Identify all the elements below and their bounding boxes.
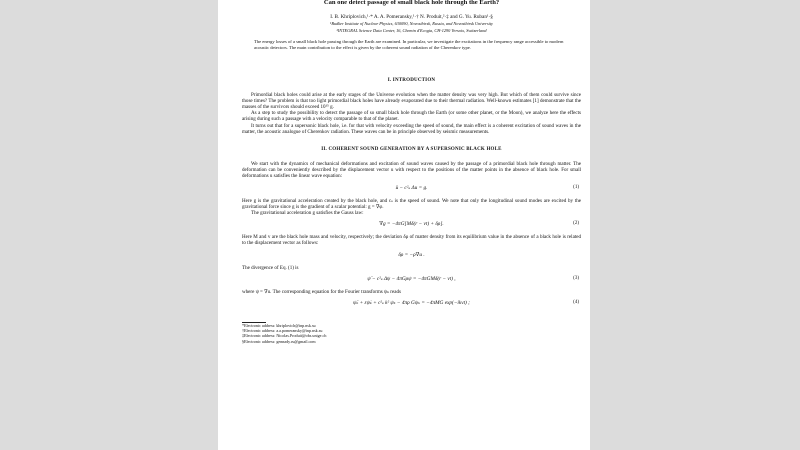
section2-paragraph-4: Here M and v are the black hole mass and velocity, respectively; the deviation δρ of matter density from its equilibrium value in the absence of a black hole is related to the displacement vector as follows: — [242, 234, 581, 247]
author-list: I. B. Khriplovich,¹·* A. A. Pomeransky,¹·† N. Produit,²·‡ and G. Yu. Ruban¹·§ — [330, 14, 493, 20]
equation-3-body: ψ̈ − c²ₛ Δψ − 4πGρψ = −4πGMδ(r − vt) , — [367, 275, 456, 282]
footnote-3: ‡Electronic address: Nicolas.Produit@obs.unige.ch — [242, 333, 327, 339]
footnote-4: §Electronic address: gennady.ru@gmail.com — [242, 338, 316, 344]
equation-4-body: ψ̈ₖ + εψ̇ₖ + c²ₛ k² ψₖ − 4πρ Gψₖ = −4πMG exp(−ikvt) ; — [353, 300, 470, 307]
equation-2-body: ∇g = −4πG[Mδ(r − vt) + δρ]. — [379, 221, 444, 228]
page-content — [242, 0, 581, 344]
equation-3 — [242, 274, 581, 286]
equation-3-number: (3) — [573, 275, 579, 281]
section2-paragraph-5: The divergence of Eq. (1) is — [242, 264, 299, 271]
section-heading-introduction: I. INTRODUCTION — [387, 77, 436, 83]
affiliation-2: ²INTEGRAL Science Data Center, 16, Chemin d'Ecogia, CH-1290 Versoix, Switzerland — [336, 27, 487, 33]
paper-page — [218, 0, 590, 450]
affiliation-1: ¹Budker Institute of Nuclear Physics, 630090, Novosibirsk, Russia, and Novosibirsk University — [330, 21, 493, 26]
equation-1-body: ü − c²ₛ Δu = g. — [395, 184, 428, 191]
equation-4-number: (4) — [573, 300, 579, 306]
footnote-2: †Electronic address: a.a.pomeransky@inp.nsk.su — [242, 328, 323, 334]
section-heading-sound-generation: II. COHERENT SOUND GENERATION BY A SUPERSONIC BLACK HOLE — [321, 147, 502, 153]
section2-paragraph-1: We start with the dynamics of mechanical deformations and excitation of sound waves caused by the passage of a primordial black hole through matter. The deformation can be conveniently described by the displacement vector u with respect to the positions of the matter points in the absence of black hole. For small deformations u satisfies the linear wave equation: — [242, 161, 581, 180]
equation-2-number: (2) — [573, 221, 579, 227]
paper-title: Can one detect passage of small black hole through the Earth? — [323, 0, 500, 6]
section2-paragraph-3: The gravitational acceleration g satisfies the Gauss law: — [251, 210, 364, 217]
footnote-1: *Electronic address: khriplovich@inp.nsk.su — [242, 323, 316, 329]
section2-paragraph-6: where ψ = ∇u. The corresponding equation for the Fourier transforms ψₖ reads — [242, 288, 401, 295]
intro-paragraph-2: As a step to study the possibility to detect the passage of so small black hole through the Earth (or some other planet, or the Moon), we analyze here the effects arising during such a passage with a velocity comparable to that of the planet. — [242, 110, 581, 123]
equation-density-body: δρ = −ρ∇u . — [398, 251, 425, 258]
equation-1 — [242, 183, 581, 195]
equation-2 — [242, 219, 581, 231]
section2-paragraph-2: Here g is the gravitational acceleration created by the black hole, and cₛ is the speed of sound. We note that only the longitudinal sound modes are excited by the gravitational force since g is the gradient of a scalar potential: g = ∇φ. — [242, 197, 581, 210]
abstract: The energy losses of a small black hole passing through the Earth are examined. In particular, we investigate the excitations in the frequency range accessible to modern acoustic detectors. The main contribution to the effect is given by the coherent sound radiation of the Cherenkov type. — [254, 39, 564, 51]
equation-density — [242, 250, 581, 262]
intro-paragraph-3: It turns out that for a supersonic black hole, i.e. for that with velocity exceeding the speed of sound, the main effect is a coherent excitation of sound waves in the matter, the acoustic analogue of Cherenkov radiation. These waves can be in principle observed by seismic measurements. — [242, 122, 581, 135]
equation-1-number: (1) — [573, 184, 579, 190]
equation-4 — [242, 298, 581, 310]
intro-paragraph-1: Primordial black holes could arise at the early stages of the Universe evolution when the matter density was very high. But which of them could survive since those times? The problem is that too light primordial black holes have already evaporated due to their thermal radiation. Well-known estimates [1] demonstrate that the masses of the survivors should exceed 10¹⁵ g. — [242, 91, 581, 110]
